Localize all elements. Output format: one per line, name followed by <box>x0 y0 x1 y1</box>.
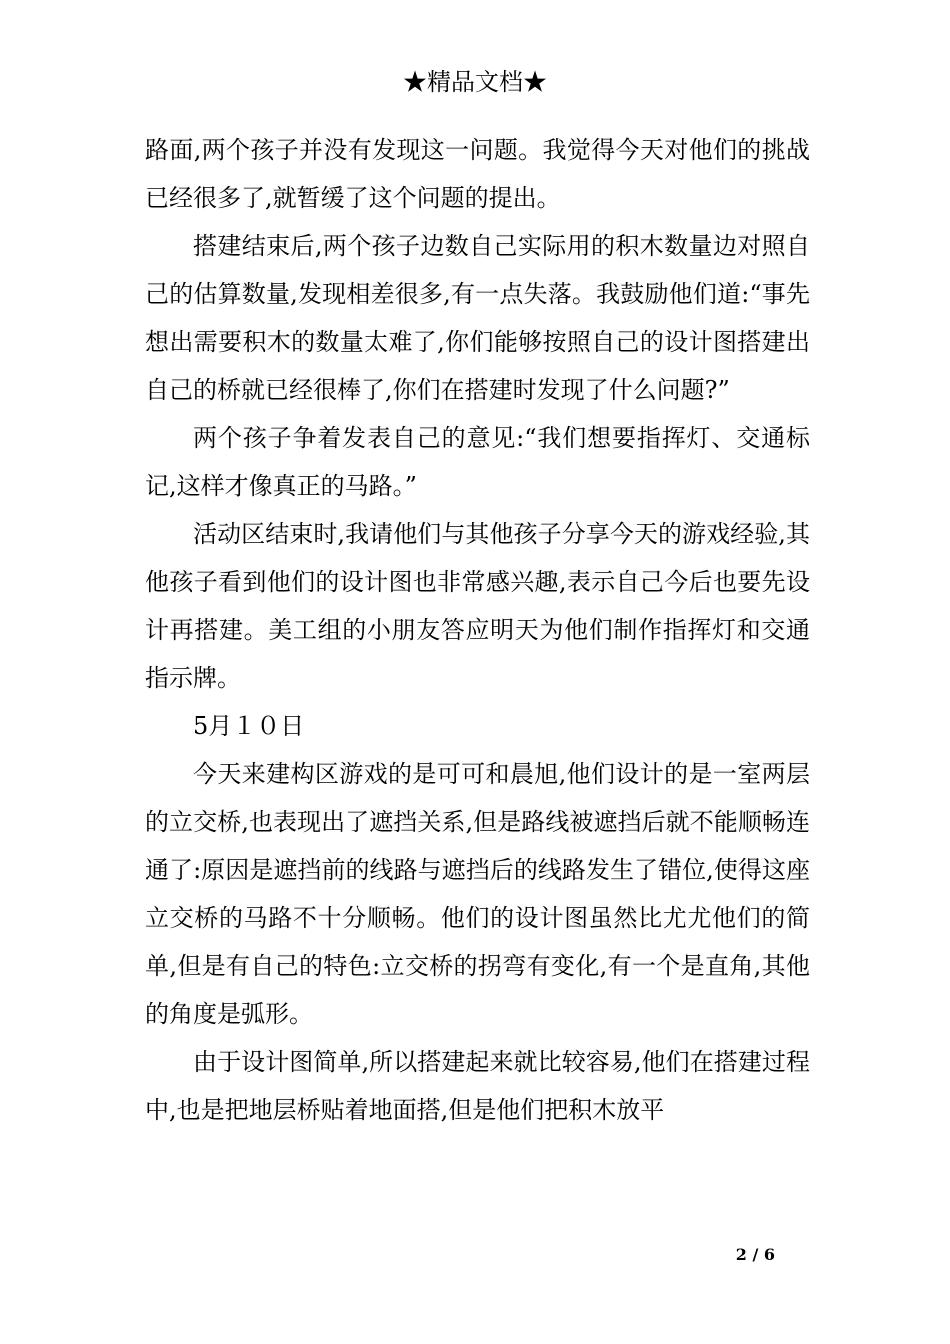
date-heading: 5月１０日 <box>193 712 305 740</box>
paragraph-3: 两个孩子争着发表自己的意见:“我们想要指挥灯、交通标记,这样才像真正的马路。” <box>145 424 810 500</box>
paragraph-5: 今天来建构区游戏的是可可和晨旭,他们设计的是一室两层的立交桥,也表现出了遮挡关系,但是路线被遮挡后就不能顺畅连通了:原因是遮挡前的线路与遮挡后的线路发生了错位,使得这座立交桥的马路不十分顺畅。他们的设计图虽然比尤尤他们的简单,但是有自己的特色:立交桥的拐弯有变化,有一个是直角,其他的角度是弧形。 <box>145 760 810 1028</box>
document-body <box>145 126 810 1134</box>
paragraph-6: 由于设计图简单,所以搭建起来就比较容易,他们在搭建过程中,也是把地层桥贴着地面搭,但是他们把积木放平 <box>145 1048 810 1124</box>
paragraph-4: 活动区结束时,我请他们与其他孩子分享今天的游戏经验,其他孩子看到他们的设计图也非常感兴趣,表示自己今后也要先设计再搭建。美工组的小朋友答应明天为他们制作指挥灯和交通指示牌。 <box>145 520 810 692</box>
paragraph-2: 搭建结束后,两个孩子边数自己实际用的积木数量边对照自己的估算数量,发现相差很多,有一点失落。我鼓励他们道:“事先想出需要积木的数量太难了,你们能够按照自己的设计图搭建出自己的桥就已经很棒了,你们在搭建时发现了什么问题?” <box>145 232 810 404</box>
page-header: ★精品文档★ <box>403 68 547 96</box>
page-number: 2 / 6 <box>735 1245 775 1264</box>
paragraph-1: 路面,两个孩子并没有发现这一问题。我觉得今天对他们的挑战已经很多了,就暂缓了这个问题的提出。 <box>145 136 810 212</box>
